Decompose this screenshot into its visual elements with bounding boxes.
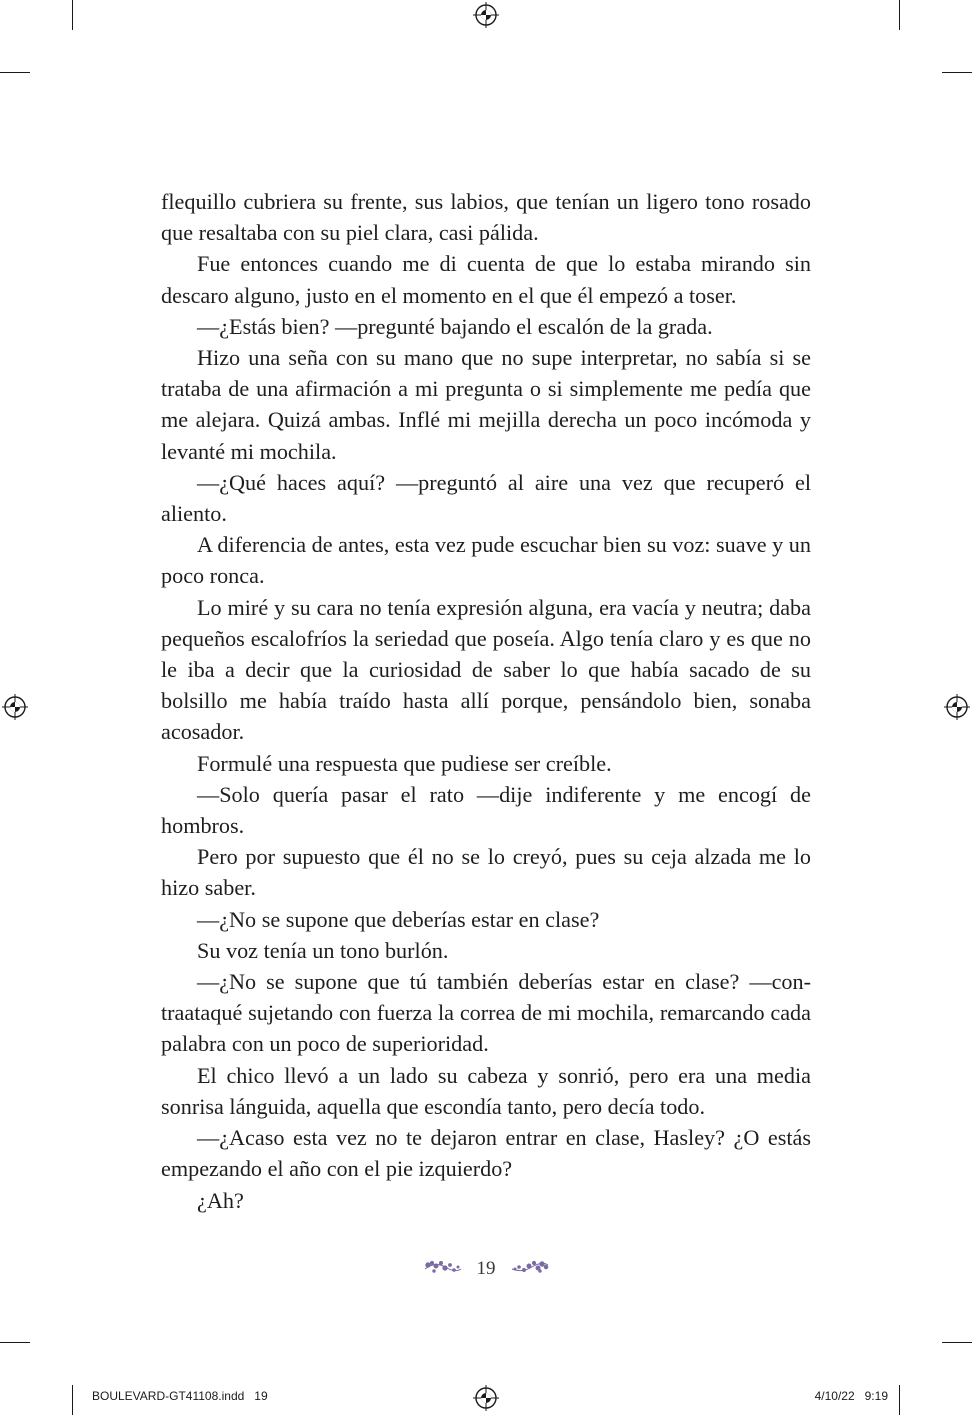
crop-mark-left-bottom — [0, 1342, 30, 1343]
crop-mark-right-top — [942, 72, 972, 73]
crop-mark-bottom-right — [899, 1385, 900, 1415]
paragraph: Pero por supuesto que él no se lo creyó, pues su ceja alzada me lo hizo saber. — [161, 844, 811, 901]
paragraph: Fue entonces cuando me di cuenta de que lo estaba mirando sin descaro alguno, justo en el momento en el que él empezó a toser. — [161, 251, 811, 308]
floral-ornament-right-icon — [510, 1257, 550, 1282]
crop-mark-bottom-left — [72, 1385, 73, 1415]
paragraph: —¿No se supone que deberías estar en clase? — [197, 906, 600, 932]
paragraph: Lo miré y su cara no tenía expresión alguna, era vacía y neutra; daba pequeños escalofríos la seriedad que poseía. Algo tenía claro y es que no le iba a decir que la curiosidad de saber lo que había sacado de su bolsillo me había traído hasta allí porque, pensándolo bien, sonaba acosador. — [161, 594, 811, 745]
paragraph: Hizo una seña con su mano que no supe interpretar, no sabía si se trataba de una afirmación a mi pregunta o si simplemente me pedía que me alejara. Quizá ambas. Inflé mi mejilla derecha un poco incómoda y levanté mi mochila. — [161, 345, 811, 464]
paragraph: —¿Acaso esta vez no te dejaron entrar en clase, Hasley? ¿O estás empezando el año con el pie izquierdo? — [161, 1125, 811, 1182]
paragraph: A diferencia de antes, esta vez pude escuchar bien su voz: suave y un poco ronca. — [161, 532, 811, 589]
paragraph: —¿No se supone que tú también deberías estar en clase? —contraataqué sujetando con fuerza la correa de mi mochila, remarcando cada palabra con un poco de superioridad. — [161, 969, 811, 1057]
crop-mark-top-right — [899, 0, 900, 30]
paragraph: flequillo cubriera su frente, sus labios, que tenían un ligero tono rosado que resaltaba con su piel clara, casi pálida. — [161, 189, 811, 246]
crop-mark-top-left — [72, 0, 73, 30]
paragraph: —¿Qué haces aquí? —preguntó al aire una vez que recuperó el aliento. — [161, 469, 811, 527]
crop-mark-left-top — [0, 72, 30, 73]
body-text — [161, 186, 811, 1216]
page-number: 19 — [476, 1258, 496, 1279]
floral-ornament-left-icon — [423, 1257, 463, 1282]
slug-file-label: BOULEVARD-GT41108.indd 19 — [92, 1389, 268, 1403]
registration-mark-icon — [473, 1385, 499, 1411]
paragraph: —¿Estás bien? —pregunté bajando el escalón de la grada. — [197, 313, 713, 339]
registration-mark-icon — [2, 694, 28, 720]
paragraph: El chico llevó a un lado su cabeza y sonrió, pero era una media sonrisa lánguida, aquella que escondía tanto, pero decía todo. — [161, 1062, 811, 1119]
paragraph: —Solo quería pasar el rato —dije indiferente y me encogí de hombros. — [161, 781, 811, 839]
registration-mark-icon — [473, 2, 499, 28]
crop-mark-right-bottom — [942, 1342, 972, 1343]
paragraph: ¿Ah? — [197, 1187, 244, 1213]
page-folio — [0, 1256, 972, 1282]
slug-date-time: 4/10/22 9:19 — [814, 1389, 888, 1403]
paragraph: Formulé una respuesta que pudiese ser creíble. — [197, 750, 612, 776]
paragraph: Su voz tenía un tono burlón. — [197, 937, 449, 963]
registration-mark-icon — [944, 694, 970, 720]
